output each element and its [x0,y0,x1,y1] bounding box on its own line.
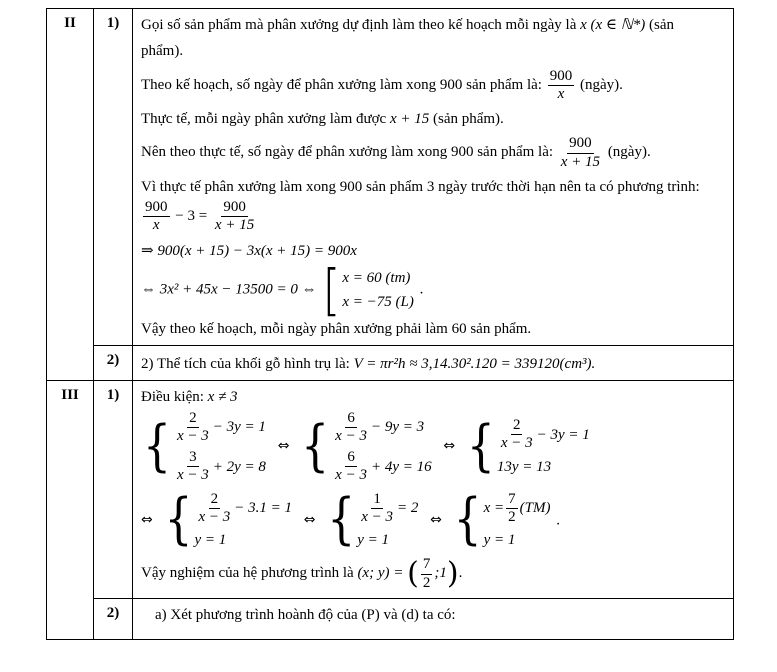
equivalence-symbol: ⇔ [430,511,442,528]
text-line [141,135,725,171]
numerator: 3 [187,449,199,467]
item-number: 1) [94,9,133,346]
denominator: x − 3 [198,508,231,525]
text-line: phẩm). [141,43,184,60]
numerator: 900 [143,199,170,217]
numerator: 7 [506,491,518,509]
math: = 2 [397,500,419,517]
math: x + 15 [389,111,430,127]
equivalence-symbol: ⇔ [277,438,290,455]
solution-table [46,8,734,640]
equation-system [327,487,419,552]
text: Gọi số sản phẩm mà phân xưởng dự định làm theo kế hoạch mỗi ngày là [141,17,577,33]
table-row [47,9,734,346]
text-line [141,387,725,407]
math: + 2y = 8 [212,458,266,475]
equation-system [466,414,590,479]
table-row [47,598,734,639]
math: − 3.1 = 1 [234,500,293,517]
text-line: Vậy nghiệm của hệ phương trình là (x; y) = ( $\frac{7}{2}$ ;1). [141,556,463,591]
math: x = 60 (tm) [342,269,411,286]
denominator: x [152,217,160,234]
text-line: Vì thực tế phân xưởng làm xong 900 sản phẩm 3 ngày trước thời hạn nên ta có phương trình: [141,178,700,195]
equation-line [141,410,725,485]
equation-system [164,487,293,552]
equation-line [141,199,725,235]
denominator: x − 3 [177,427,209,444]
math: . [556,511,560,528]
text-line: a) Xét phương trình hoành độ của (P) và (d) ta có: [155,606,456,623]
item-number: 1) [94,381,133,599]
math: − 3y = 1 [212,419,266,436]
math: V = πr²h ≈ 3,14.30².120 = 339120(cm³). [353,356,596,372]
equivalence-symbol: ⇔ [443,438,456,455]
math: − 9y = 3 [370,419,425,436]
brace-symbol: { [164,487,193,552]
denominator: x [557,85,565,102]
brace-symbol: { [453,487,482,552]
denominator: x − 3 [177,467,209,484]
numerator: 1 [371,491,383,509]
text: Vậy nghiệm của hệ phương trình là [141,565,354,582]
denominator: x + 15 [214,217,255,234]
answer-cell [133,381,734,599]
equation-system [453,487,551,552]
numerator: 900 [221,199,248,217]
text: Thực tế, mỗi ngày phân xưởng làm được [141,111,387,127]
denominator: x − 3 [500,435,533,452]
answer-cell [133,346,734,381]
math: − 3y = 1 [536,426,590,443]
math: y = 1 [194,532,227,548]
equation-line: ⇒ 900(x + 15) − 3x(x + 15) = 900x [141,242,357,259]
text: (sản phẩm). [432,111,504,127]
denominator: 2 [508,508,516,525]
math: y = 1 [357,532,390,548]
equation-system [143,410,266,485]
numerator: 900 [548,68,575,86]
item-number: 2) [94,598,133,639]
brace-symbol: { [143,414,171,479]
fraction [213,199,256,235]
text: Điều kiện: [141,389,204,406]
numerator: 2 [209,491,221,509]
section-number: III [47,381,94,640]
math: x = −75 (L) [342,293,414,310]
brace-symbol: { [327,487,356,552]
math: (TM) [519,500,551,517]
text-line [141,109,725,129]
numerator: 6 [345,449,357,467]
denominator: 2 [422,574,431,591]
math: ⇔ 3x² + 45x − 13500 = 0 ⇔ [141,281,317,298]
paren-symbol: ) [446,556,459,591]
equation-line [141,487,725,552]
numerator: 2 [187,410,199,428]
text-line: Vậy theo kế hoạch, mỗi ngày phân xưởng phải làm 60 sản phẩm. [141,320,532,337]
item-number: 2) [94,346,133,381]
table-row [47,346,734,381]
math: (x; y) = [357,565,404,582]
math: (x ∈ ℕ*) [590,17,646,33]
equivalence-symbol: ⇔ [303,511,316,528]
equivalence-symbol: ⇔ [141,511,153,528]
text: 2) Thể tích của khối gỗ hình trụ là: [141,356,350,372]
text: (sản [649,17,675,33]
answer-cell [133,9,734,346]
math: y = 1 [483,532,516,548]
numerator: 7 [421,556,433,574]
section-number: II [47,9,94,381]
math: x = [483,500,505,517]
text: (ngày). [607,144,651,161]
paren-symbol: ( [407,556,419,591]
text: Nên theo thực tế, số ngày để phân xưởng làm xong 900 sản phẩm là: [141,144,554,161]
math: − 3 = [175,208,208,225]
text-line [141,15,725,35]
fraction [143,199,170,235]
equation-system [301,410,431,485]
fraction [548,68,575,104]
brace-symbol: { [466,414,495,479]
math: x ≠ 3 [207,389,238,406]
fraction [559,135,602,171]
denominator: x + 15 [560,153,601,170]
text: (ngày). [579,76,623,93]
text-line [141,68,725,104]
numerator: 6 [345,410,357,428]
math: x [580,17,587,33]
solution-set [322,257,414,323]
denominator: x − 3 [335,427,367,444]
math: 13y = 13 [496,458,552,475]
numerator: 900 [567,135,594,153]
brace-symbol: { [301,414,330,479]
text: Theo kế hoạch, số ngày để phân xưởng làm xong 900 sản phẩm là: [141,76,542,93]
math: . [419,281,424,298]
bracket-symbol: [ [322,257,341,323]
solution-table-container [46,8,734,672]
table-row [47,381,734,599]
answer-cell [133,598,734,639]
math: + 4y = 16 [370,458,432,475]
denominator: x − 3 [361,508,394,525]
equation-line [141,257,725,323]
numerator: 2 [511,417,523,435]
denominator: x − 3 [335,467,367,484]
text-line [141,354,725,374]
